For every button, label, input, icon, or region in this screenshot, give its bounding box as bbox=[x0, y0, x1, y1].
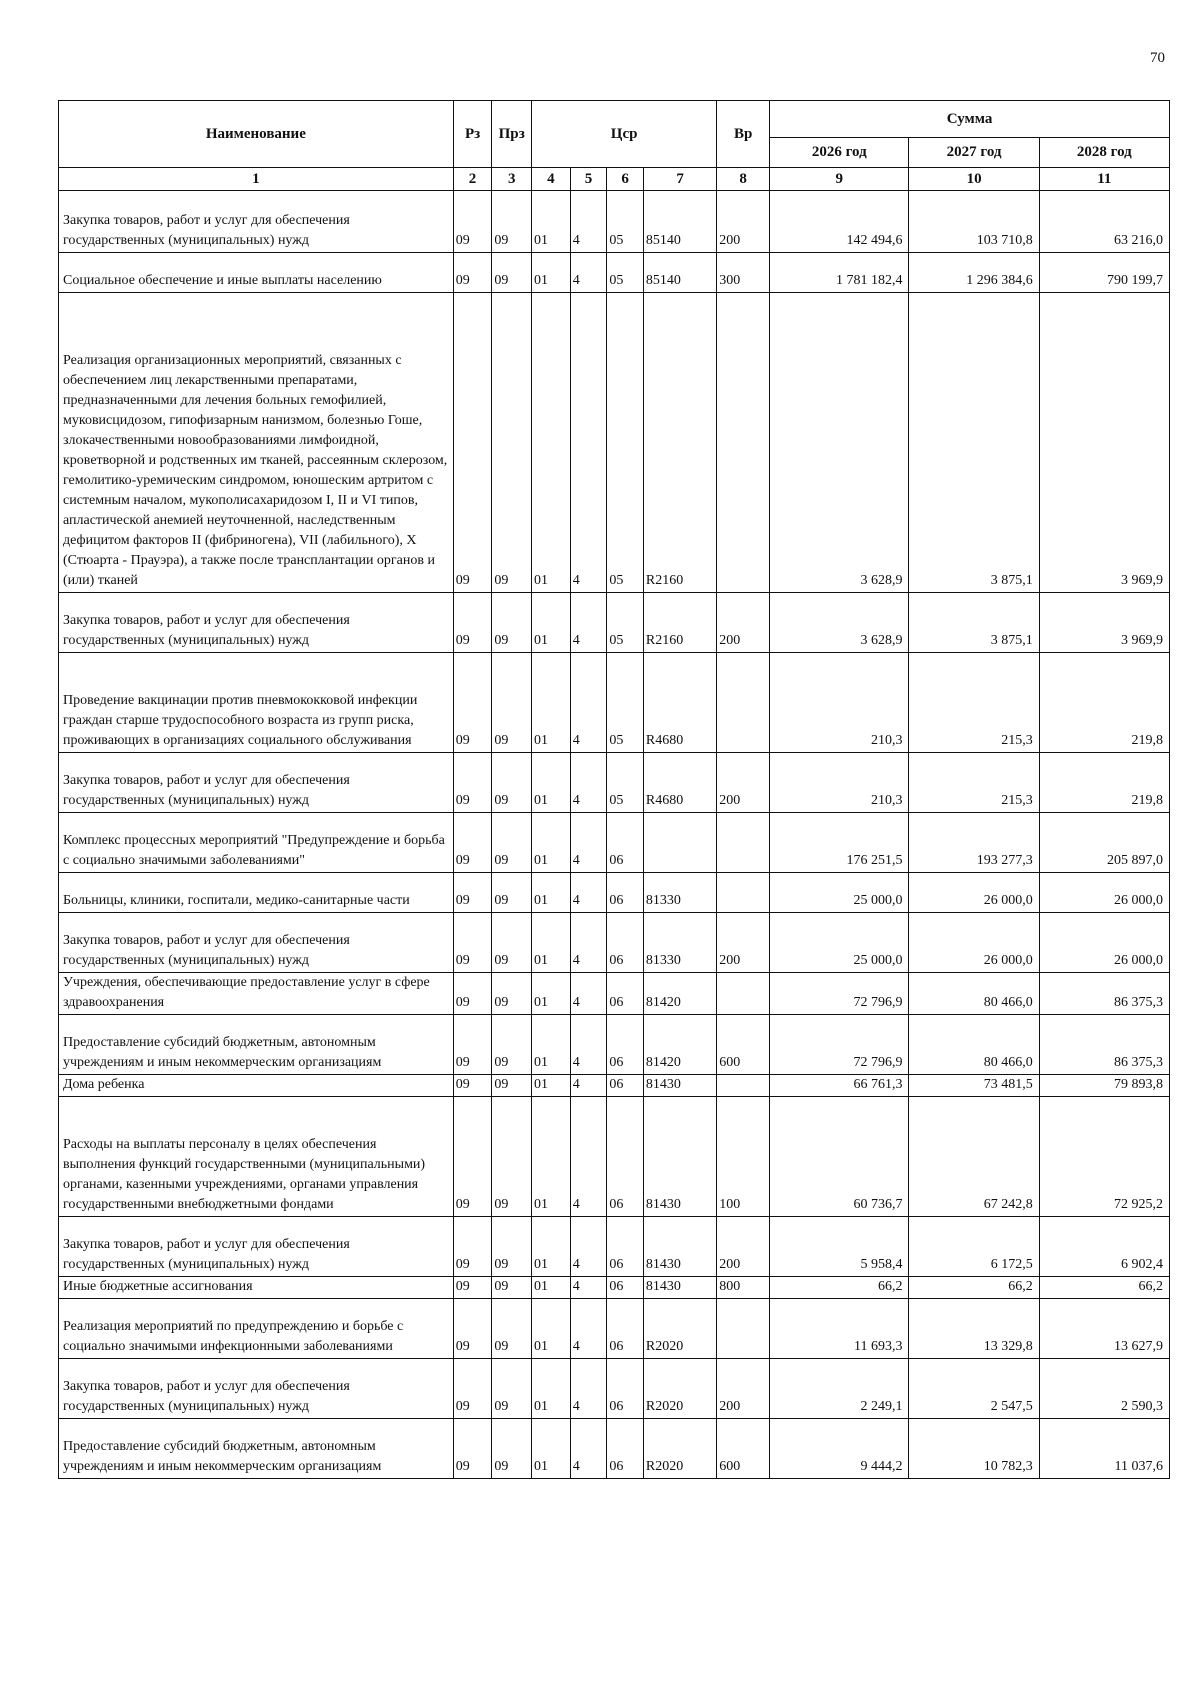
row-sum-2026: 1 781 182,4 bbox=[770, 253, 909, 293]
row-sum-2026: 25 000,0 bbox=[770, 913, 909, 973]
row-csr-3: 06 bbox=[607, 973, 644, 1015]
table-row bbox=[59, 1419, 1170, 1479]
row-vr: 200 bbox=[717, 191, 770, 253]
row-csr-3: 06 bbox=[607, 1075, 644, 1097]
row-csr-2: 4 bbox=[570, 253, 607, 293]
row-sum-2026: 210,3 bbox=[770, 753, 909, 813]
row-csr-3: 05 bbox=[607, 593, 644, 653]
row-vr bbox=[717, 293, 770, 593]
row-rz: 09 bbox=[453, 973, 492, 1015]
row-csr-4: R2160 bbox=[643, 593, 716, 653]
row-sum-2028: 3 969,9 bbox=[1039, 593, 1169, 653]
row-vr: 300 bbox=[717, 253, 770, 293]
row-csr-2: 4 bbox=[570, 1075, 607, 1097]
row-rz: 09 bbox=[453, 653, 492, 753]
row-rz: 09 bbox=[453, 1359, 492, 1419]
row-csr-1: 01 bbox=[532, 973, 571, 1015]
row-prz: 09 bbox=[492, 973, 532, 1015]
row-sum-2026: 3 628,9 bbox=[770, 593, 909, 653]
row-csr-4: 85140 bbox=[643, 191, 716, 253]
row-rz: 09 bbox=[453, 253, 492, 293]
row-name: Предоставление субсидий бюджетным, автономным учреждениям и иным некоммерческим организациям bbox=[59, 1015, 454, 1075]
row-name: Предоставление субсидий бюджетным, автономным учреждениям и иным некоммерческим организациям bbox=[59, 1419, 454, 1479]
row-name: Расходы на выплаты персоналу в целях обеспечения выполнения функций государственными (муниципальными) органами, казенными учреждениями, органами управления государственными внебюджетными фондами bbox=[59, 1097, 454, 1217]
row-name: Проведение вакцинации против пневмококковой инфекции граждан старше трудоспособного возраста из групп риска, проживающих в организациях социального обслуживания bbox=[59, 653, 454, 753]
row-sum-2028: 86 375,3 bbox=[1039, 1015, 1169, 1075]
table-row bbox=[59, 1015, 1170, 1075]
row-prz: 09 bbox=[492, 1015, 532, 1075]
row-sum-2026: 60 736,7 bbox=[770, 1097, 909, 1217]
row-sum-2026: 66,2 bbox=[770, 1277, 909, 1299]
row-prz: 09 bbox=[492, 873, 532, 913]
row-sum-2027: 103 710,8 bbox=[909, 191, 1039, 253]
row-vr bbox=[717, 973, 770, 1015]
table-row bbox=[59, 1075, 1170, 1097]
row-sum-2026: 25 000,0 bbox=[770, 873, 909, 913]
header-year-2026: 2026 год bbox=[770, 138, 909, 168]
table-row bbox=[59, 813, 1170, 873]
row-name: Закупка товаров, работ и услуг для обеспечения государственных (муниципальных) нужд bbox=[59, 753, 454, 813]
row-csr-4: R4680 bbox=[643, 653, 716, 753]
row-csr-4: 81330 bbox=[643, 873, 716, 913]
row-csr-3: 06 bbox=[607, 1299, 644, 1359]
row-csr-2: 4 bbox=[570, 191, 607, 253]
row-csr-2: 4 bbox=[570, 973, 607, 1015]
header-sum: Сумма bbox=[770, 101, 1170, 138]
header-prz: Прз bbox=[492, 101, 532, 168]
row-csr-3: 06 bbox=[607, 813, 644, 873]
row-csr-2: 4 bbox=[570, 873, 607, 913]
row-csr-1: 01 bbox=[532, 873, 571, 913]
row-sum-2028: 205 897,0 bbox=[1039, 813, 1169, 873]
row-sum-2026: 66 761,3 bbox=[770, 1075, 909, 1097]
row-csr-2: 4 bbox=[570, 593, 607, 653]
row-rz: 09 bbox=[453, 1277, 492, 1299]
row-name: Больницы, клиники, госпитали, медико-санитарные части bbox=[59, 873, 454, 913]
row-csr-3: 06 bbox=[607, 1217, 644, 1277]
row-sum-2027: 215,3 bbox=[909, 653, 1039, 753]
row-rz: 09 bbox=[453, 913, 492, 973]
row-csr-4 bbox=[643, 813, 716, 873]
col-number: 7 bbox=[643, 168, 716, 191]
table-body bbox=[59, 191, 1170, 1479]
row-csr-1: 01 bbox=[532, 1299, 571, 1359]
row-sum-2026: 9 444,2 bbox=[770, 1419, 909, 1479]
budget-table bbox=[58, 100, 1170, 1479]
row-name: Реализация организационных мероприятий, связанных с обеспечением лиц лекарственными препаратами, предназначенными для лечения больных гемофилией, муковисцидозом, гипофизарным нанизмом, болезнью Гоше, злокачественными новообразованиями лимфоидной, кроветворной и родственных им тканей, рассеянным склерозом, гемолитико-уремическим синдромом, юношеским артритом с системным началом, мукополисахаридозом I, II и VI типов, апластической анемией неуточненной, наследственным дефицитом факторов II (фибриногена), VII (лабильного), X (Стюарта - Прауэра), а также после трансплантации органов и (или) тканей bbox=[59, 293, 454, 593]
row-csr-4: 81430 bbox=[643, 1217, 716, 1277]
table-row bbox=[59, 753, 1170, 813]
row-sum-2027: 80 466,0 bbox=[909, 1015, 1039, 1075]
row-prz: 09 bbox=[492, 1359, 532, 1419]
row-sum-2027: 3 875,1 bbox=[909, 293, 1039, 593]
col-number: 6 bbox=[607, 168, 644, 191]
col-number: 1 bbox=[59, 168, 454, 191]
row-csr-2: 4 bbox=[570, 1299, 607, 1359]
row-sum-2026: 3 628,9 bbox=[770, 293, 909, 593]
row-rz: 09 bbox=[453, 813, 492, 873]
row-csr-4: R2020 bbox=[643, 1359, 716, 1419]
row-csr-2: 4 bbox=[570, 1277, 607, 1299]
row-csr-4: 81430 bbox=[643, 1097, 716, 1217]
row-csr-4: 81420 bbox=[643, 1015, 716, 1075]
row-sum-2026: 11 693,3 bbox=[770, 1299, 909, 1359]
row-csr-3: 06 bbox=[607, 1097, 644, 1217]
row-sum-2028: 2 590,3 bbox=[1039, 1359, 1169, 1419]
row-csr-3: 05 bbox=[607, 253, 644, 293]
header-vr: Вр bbox=[717, 101, 770, 168]
row-prz: 09 bbox=[492, 593, 532, 653]
row-csr-1: 01 bbox=[532, 1217, 571, 1277]
row-sum-2028: 72 925,2 bbox=[1039, 1097, 1169, 1217]
row-prz: 09 bbox=[492, 753, 532, 813]
row-csr-1: 01 bbox=[532, 253, 571, 293]
row-sum-2026: 176 251,5 bbox=[770, 813, 909, 873]
row-csr-4: R2020 bbox=[643, 1299, 716, 1359]
row-csr-2: 4 bbox=[570, 1419, 607, 1479]
row-prz: 09 bbox=[492, 1277, 532, 1299]
row-csr-3: 05 bbox=[607, 753, 644, 813]
row-vr: 200 bbox=[717, 1217, 770, 1277]
col-number: 3 bbox=[492, 168, 532, 191]
row-prz: 09 bbox=[492, 653, 532, 753]
row-csr-4: 81430 bbox=[643, 1075, 716, 1097]
row-csr-4: 81420 bbox=[643, 973, 716, 1015]
table-row bbox=[59, 1217, 1170, 1277]
row-sum-2027: 67 242,8 bbox=[909, 1097, 1039, 1217]
row-sum-2028: 26 000,0 bbox=[1039, 873, 1169, 913]
row-csr-4: R4680 bbox=[643, 753, 716, 813]
table-row bbox=[59, 873, 1170, 913]
row-csr-1: 01 bbox=[532, 1419, 571, 1479]
row-csr-3: 06 bbox=[607, 1015, 644, 1075]
row-sum-2027: 1 296 384,6 bbox=[909, 253, 1039, 293]
table-row bbox=[59, 1277, 1170, 1299]
row-csr-3: 05 bbox=[607, 653, 644, 753]
row-rz: 09 bbox=[453, 1299, 492, 1359]
row-sum-2026: 72 796,9 bbox=[770, 973, 909, 1015]
header-name: Наименование bbox=[59, 101, 454, 168]
col-number: 11 bbox=[1039, 168, 1169, 191]
row-sum-2027: 215,3 bbox=[909, 753, 1039, 813]
row-prz: 09 bbox=[492, 813, 532, 873]
header-csr: Цср bbox=[532, 101, 717, 168]
row-sum-2028: 63 216,0 bbox=[1039, 191, 1169, 253]
row-vr bbox=[717, 873, 770, 913]
col-number: 8 bbox=[717, 168, 770, 191]
row-prz: 09 bbox=[492, 1097, 532, 1217]
row-sum-2027: 3 875,1 bbox=[909, 593, 1039, 653]
row-csr-3: 06 bbox=[607, 873, 644, 913]
row-vr bbox=[717, 1075, 770, 1097]
row-name: Закупка товаров, работ и услуг для обеспечения государственных (муниципальных) нужд bbox=[59, 1359, 454, 1419]
row-sum-2026: 2 249,1 bbox=[770, 1359, 909, 1419]
row-rz: 09 bbox=[453, 191, 492, 253]
table-row bbox=[59, 593, 1170, 653]
row-csr-3: 06 bbox=[607, 1419, 644, 1479]
row-name: Закупка товаров, работ и услуг для обеспечения государственных (муниципальных) нужд bbox=[59, 593, 454, 653]
row-prz: 09 bbox=[492, 913, 532, 973]
row-sum-2027: 66,2 bbox=[909, 1277, 1039, 1299]
row-name: Учреждения, обеспечивающие предоставление услуг в сфере здравоохранения bbox=[59, 973, 454, 1015]
row-csr-3: 06 bbox=[607, 1359, 644, 1419]
row-sum-2026: 142 494,6 bbox=[770, 191, 909, 253]
table-row bbox=[59, 653, 1170, 753]
row-vr: 600 bbox=[717, 1419, 770, 1479]
row-vr bbox=[717, 1299, 770, 1359]
row-prz: 09 bbox=[492, 253, 532, 293]
row-name: Социальное обеспечение и иные выплаты населению bbox=[59, 253, 454, 293]
row-csr-2: 4 bbox=[570, 913, 607, 973]
table-row bbox=[59, 191, 1170, 253]
row-sum-2026: 210,3 bbox=[770, 653, 909, 753]
row-csr-1: 01 bbox=[532, 191, 571, 253]
row-csr-2: 4 bbox=[570, 813, 607, 873]
table-row bbox=[59, 1299, 1170, 1359]
row-sum-2027: 2 547,5 bbox=[909, 1359, 1039, 1419]
row-rz: 09 bbox=[453, 1075, 492, 1097]
row-name: Иные бюджетные ассигнования bbox=[59, 1277, 454, 1299]
row-prz: 09 bbox=[492, 1217, 532, 1277]
row-csr-1: 01 bbox=[532, 293, 571, 593]
row-csr-2: 4 bbox=[570, 1217, 607, 1277]
row-vr bbox=[717, 813, 770, 873]
row-csr-3: 06 bbox=[607, 1277, 644, 1299]
row-sum-2028: 26 000,0 bbox=[1039, 913, 1169, 973]
row-vr: 200 bbox=[717, 593, 770, 653]
row-csr-1: 01 bbox=[532, 1097, 571, 1217]
row-sum-2027: 26 000,0 bbox=[909, 873, 1039, 913]
row-name: Комплекс процессных мероприятий "Предупреждение и борьба с социально значимыми заболеваниями" bbox=[59, 813, 454, 873]
row-prz: 09 bbox=[492, 1299, 532, 1359]
row-vr: 200 bbox=[717, 753, 770, 813]
row-csr-4: R2160 bbox=[643, 293, 716, 593]
row-csr-4: 85140 bbox=[643, 253, 716, 293]
row-csr-1: 01 bbox=[532, 753, 571, 813]
row-sum-2028: 6 902,4 bbox=[1039, 1217, 1169, 1277]
row-sum-2028: 66,2 bbox=[1039, 1277, 1169, 1299]
header-rz: Рз bbox=[453, 101, 492, 168]
row-sum-2027: 73 481,5 bbox=[909, 1075, 1039, 1097]
row-sum-2028: 790 199,7 bbox=[1039, 253, 1169, 293]
row-csr-4: 81430 bbox=[643, 1277, 716, 1299]
header-year-2027: 2027 год bbox=[909, 138, 1039, 168]
row-csr-3: 05 bbox=[607, 191, 644, 253]
row-sum-2027: 13 329,8 bbox=[909, 1299, 1039, 1359]
row-rz: 09 bbox=[453, 293, 492, 593]
col-number: 2 bbox=[453, 168, 492, 191]
row-rz: 09 bbox=[453, 593, 492, 653]
row-rz: 09 bbox=[453, 1419, 492, 1479]
row-prz: 09 bbox=[492, 191, 532, 253]
row-name: Закупка товаров, работ и услуг для обеспечения государственных (муниципальных) нужд bbox=[59, 191, 454, 253]
row-name: Дома ребенка bbox=[59, 1075, 454, 1097]
row-sum-2027: 193 277,3 bbox=[909, 813, 1039, 873]
page-number: 70 bbox=[1150, 50, 1165, 66]
col-number: 5 bbox=[570, 168, 607, 191]
row-rz: 09 bbox=[453, 1217, 492, 1277]
row-csr-1: 01 bbox=[532, 1075, 571, 1097]
row-sum-2028: 11 037,6 bbox=[1039, 1419, 1169, 1479]
col-number: 4 bbox=[532, 168, 571, 191]
row-sum-2026: 72 796,9 bbox=[770, 1015, 909, 1075]
row-csr-1: 01 bbox=[532, 593, 571, 653]
row-sum-2028: 3 969,9 bbox=[1039, 293, 1169, 593]
row-csr-1: 01 bbox=[532, 1015, 571, 1075]
row-sum-2027: 26 000,0 bbox=[909, 913, 1039, 973]
row-csr-3: 06 bbox=[607, 913, 644, 973]
row-csr-2: 4 bbox=[570, 1097, 607, 1217]
col-number: 10 bbox=[909, 168, 1039, 191]
table-row bbox=[59, 973, 1170, 1015]
row-sum-2028: 219,8 bbox=[1039, 753, 1169, 813]
row-csr-2: 4 bbox=[570, 753, 607, 813]
row-csr-3: 05 bbox=[607, 293, 644, 593]
col-number: 9 bbox=[770, 168, 909, 191]
row-vr: 200 bbox=[717, 1359, 770, 1419]
row-rz: 09 bbox=[453, 1015, 492, 1075]
row-rz: 09 bbox=[453, 873, 492, 913]
table-row bbox=[59, 1097, 1170, 1217]
table-row bbox=[59, 293, 1170, 593]
row-prz: 09 bbox=[492, 1419, 532, 1479]
table-row bbox=[59, 1359, 1170, 1419]
row-vr: 600 bbox=[717, 1015, 770, 1075]
row-sum-2028: 86 375,3 bbox=[1039, 973, 1169, 1015]
row-csr-4: 81330 bbox=[643, 913, 716, 973]
row-csr-1: 01 bbox=[532, 1359, 571, 1419]
row-csr-2: 4 bbox=[570, 653, 607, 753]
row-prz: 09 bbox=[492, 1075, 532, 1097]
row-csr-2: 4 bbox=[570, 1015, 607, 1075]
header-year-2028: 2028 год bbox=[1039, 138, 1169, 168]
row-sum-2027: 80 466,0 bbox=[909, 973, 1039, 1015]
row-csr-4: R2020 bbox=[643, 1419, 716, 1479]
row-vr: 200 bbox=[717, 913, 770, 973]
row-vr bbox=[717, 653, 770, 753]
row-vr: 100 bbox=[717, 1097, 770, 1217]
row-sum-2026: 5 958,4 bbox=[770, 1217, 909, 1277]
row-csr-1: 01 bbox=[532, 1277, 571, 1299]
row-sum-2028: 13 627,9 bbox=[1039, 1299, 1169, 1359]
row-sum-2027: 6 172,5 bbox=[909, 1217, 1039, 1277]
row-rz: 09 bbox=[453, 753, 492, 813]
row-name: Закупка товаров, работ и услуг для обеспечения государственных (муниципальных) нужд bbox=[59, 1217, 454, 1277]
row-name: Закупка товаров, работ и услуг для обеспечения государственных (муниципальных) нужд bbox=[59, 913, 454, 973]
row-csr-2: 4 bbox=[570, 293, 607, 593]
row-sum-2028: 79 893,8 bbox=[1039, 1075, 1169, 1097]
row-sum-2027: 10 782,3 bbox=[909, 1419, 1039, 1479]
row-name: Реализация мероприятий по предупреждению и борьбе с социально значимыми инфекционными заболеваниями bbox=[59, 1299, 454, 1359]
table-header bbox=[59, 101, 1170, 191]
table-row bbox=[59, 913, 1170, 973]
table-row bbox=[59, 253, 1170, 293]
row-csr-1: 01 bbox=[532, 913, 571, 973]
row-rz: 09 bbox=[453, 1097, 492, 1217]
row-prz: 09 bbox=[492, 293, 532, 593]
row-sum-2028: 219,8 bbox=[1039, 653, 1169, 753]
row-csr-1: 01 bbox=[532, 813, 571, 873]
row-vr: 800 bbox=[717, 1277, 770, 1299]
row-csr-1: 01 bbox=[532, 653, 571, 753]
row-csr-2: 4 bbox=[570, 1359, 607, 1419]
